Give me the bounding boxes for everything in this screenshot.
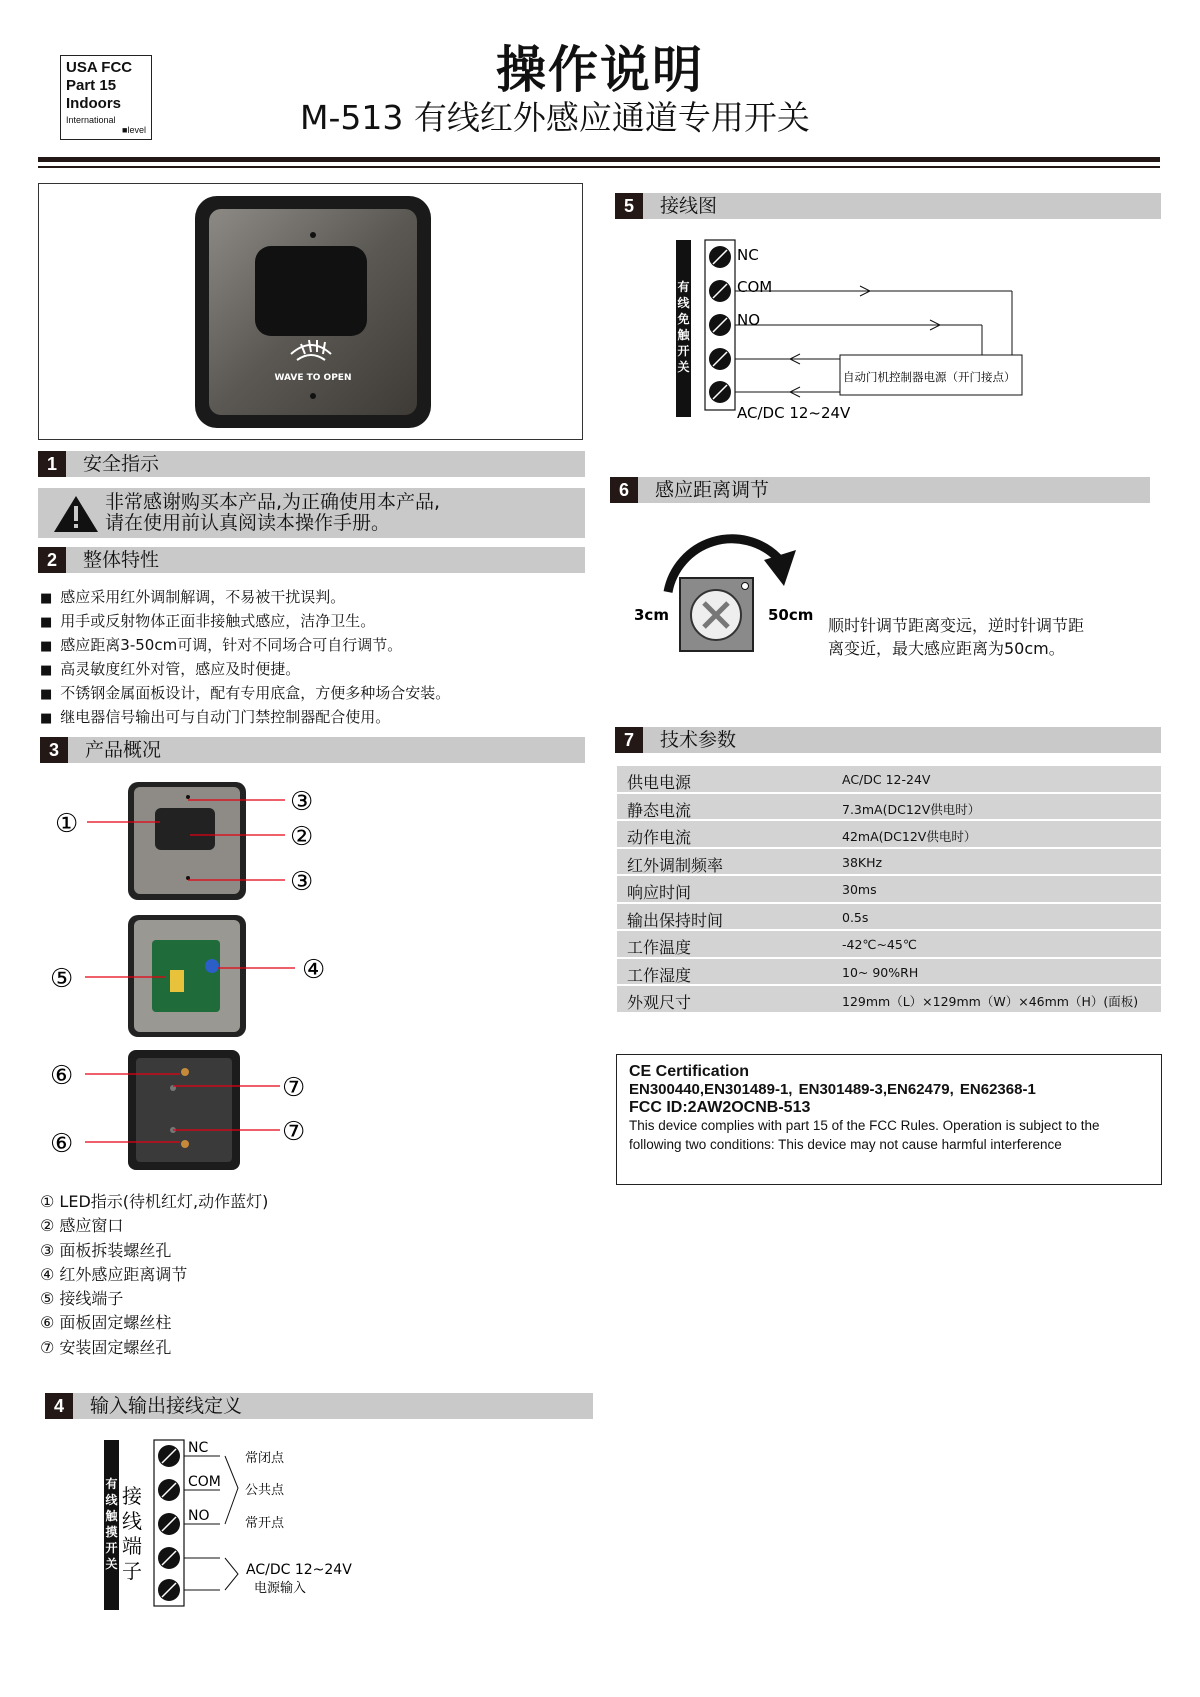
section-title: 产品概况 <box>85 739 162 761</box>
list-item: ■ 不锈钢金属面板设计，配有专用底盒，方便多种场合安装。 <box>40 682 450 706</box>
knob-dot <box>742 583 749 590</box>
list-item: ④ 红外感应距离调节 <box>40 1264 188 1284</box>
badge-line: level <box>127 125 146 135</box>
table-row <box>617 849 1161 877</box>
terminal-block <box>170 970 184 992</box>
distance-knob-diagram <box>628 520 828 655</box>
section-title: 技术参数 <box>660 729 737 751</box>
no-label: NO <box>737 311 761 329</box>
feature-list <box>40 586 450 730</box>
nc-label: NC <box>737 246 759 264</box>
badge-line: Part 15 <box>66 77 117 94</box>
list-item: ■ 用手或反射物体正面非接触式感应，洁净卫生。 <box>40 610 450 634</box>
terminal-screws <box>709 246 731 403</box>
spec-key: 外观尺寸 <box>627 993 692 1012</box>
normally-closed-label: 常闭点 <box>245 1451 285 1466</box>
min-distance-label: 3cm <box>634 606 669 624</box>
spec-key: 响应时间 <box>627 883 692 902</box>
section-number: 6 <box>610 477 638 503</box>
fcc-statement: This device complies with part 15 of the FCC Rules. Operation is subject to the following two conditions: This device may not cause harmful interference <box>629 1118 1100 1152</box>
callout-6: ⑥ <box>50 1129 74 1159</box>
callout-7: ⑦ <box>282 1073 306 1103</box>
callout-5: ⑤ <box>50 964 74 994</box>
list-item: ⑦ 安装固定螺丝孔 <box>40 1337 172 1357</box>
badge-line: Indoors <box>66 95 121 112</box>
spec-key: 动作电流 <box>627 828 692 847</box>
terminal-label-char: 端 <box>122 1534 142 1558</box>
terminal-label-char: 接 <box>122 1484 142 1508</box>
side-label-char: 有 <box>677 280 690 294</box>
spec-key: 静态电流 <box>627 800 692 820</box>
side-label-char: 线 <box>677 296 690 310</box>
screw-hole <box>186 795 190 799</box>
screw-post <box>181 1068 189 1076</box>
screw-hole <box>310 393 316 399</box>
section-title: 安全指示 <box>83 453 160 475</box>
spec-key: 工作温度 <box>627 938 692 957</box>
side-label-char: 关 <box>677 360 690 374</box>
list-item: ■ 继电器信号输出可与自动门门禁控制器配合使用。 <box>40 706 450 730</box>
section-number: 5 <box>615 193 643 219</box>
side-label-char: 触 <box>677 328 690 342</box>
section-title: 接线图 <box>660 195 718 217</box>
section-4-header <box>45 1393 593 1419</box>
nc-label: NC <box>188 1440 209 1456</box>
spec-value: AC/DC 12-24V <box>842 772 931 787</box>
product-photo <box>39 184 581 438</box>
side-label-char: 线 <box>105 1493 118 1507</box>
table-row <box>617 821 1161 849</box>
list-item: ■ 高灵敏度红外对管，感应及时便捷。 <box>40 658 450 682</box>
product-overview-diagram <box>40 770 360 1175</box>
badge-line: ■level <box>122 125 146 135</box>
callout-1: ① <box>55 809 79 839</box>
section-5-header <box>615 193 1161 219</box>
divider <box>38 166 1160 168</box>
description-line: 离变近，最大感应距离为50cm。 <box>828 639 1065 658</box>
product-photo-box <box>38 183 583 440</box>
section-2-header <box>38 547 585 573</box>
wiring-diagram <box>670 235 1040 425</box>
callout-4: ④ <box>302 955 326 985</box>
section-number: 1 <box>38 451 66 477</box>
terminal-screws <box>158 1445 180 1601</box>
callout-3: ③ <box>290 787 314 817</box>
com-label: COM <box>188 1474 221 1490</box>
distance-description <box>828 614 1084 660</box>
table-row <box>617 766 1161 794</box>
list-item: ⑤ 接线端子 <box>40 1289 124 1309</box>
table-row <box>617 904 1161 932</box>
max-distance-label: 50cm <box>768 606 814 624</box>
section-title: 输入输出接线定义 <box>90 1395 243 1417</box>
page-title: 操作说明 <box>496 41 704 99</box>
side-label-char: 开 <box>105 1541 118 1555</box>
spec-key: 输出保持时间 <box>627 910 724 930</box>
warning-text: 请在使用前认真阅读本操作手册。 <box>105 512 391 534</box>
list-item: ■ 感应距离3-50cm可调，针对不同场合可自行调节。 <box>40 634 450 658</box>
section-title: 感应距离调节 <box>655 479 770 501</box>
section-number: 3 <box>40 737 68 763</box>
list-item: ① LED指示(待机红灯,动作蓝灯) <box>40 1192 269 1211</box>
common-label: 公共点 <box>245 1483 285 1498</box>
screw-hole <box>310 232 316 238</box>
table-row <box>617 986 1161 1014</box>
side-label-char: 有 <box>105 1477 118 1491</box>
spec-value: -42℃~45℃ <box>842 937 917 952</box>
callout-2: ② <box>290 822 314 852</box>
section-number: 7 <box>615 727 643 753</box>
spec-key: 供电电源 <box>627 773 692 792</box>
spec-value: 42mA(DC12V供电时） <box>842 829 977 844</box>
io-definition-diagram <box>100 1436 380 1611</box>
section-number: 2 <box>38 547 66 573</box>
sensor-window <box>255 246 367 336</box>
spec-value: 38KHz <box>842 854 883 870</box>
power-label: AC/DC 12~24V <box>246 1562 352 1578</box>
side-label-char: 免 <box>677 312 690 326</box>
list-item: ③ 面板拆装螺丝孔 <box>40 1240 172 1260</box>
description-line: 顺时针调节距离变远，逆时针调节距 <box>828 616 1085 635</box>
callout-3: ③ <box>290 867 314 897</box>
list-item: ② 感应窗口 <box>40 1216 124 1236</box>
table-row <box>617 959 1161 987</box>
parts-legend <box>40 1190 268 1360</box>
side-label-char: 触 <box>105 1509 118 1523</box>
adjust-knob <box>205 959 219 973</box>
controller-label: 自动门机控制器电源（开门接点） <box>843 370 1016 384</box>
spec-key: 红外调制频率 <box>627 855 724 875</box>
spec-value: 10~ 90%RH <box>842 964 919 980</box>
wave-to-open-label: WAVE TO OPEN <box>274 373 352 383</box>
list-item: ■ 感应采用红外调制解调，不易被干扰误判。 <box>40 586 450 610</box>
spec-key: 工作湿度 <box>627 965 692 985</box>
no-label: NO <box>188 1508 210 1524</box>
callout-6: ⑥ <box>50 1061 74 1091</box>
divider <box>38 157 1160 162</box>
power-label: AC/DC 12~24V <box>737 404 851 422</box>
page-subtitle: M-513 有线红外感应通道专用开关 <box>300 98 810 137</box>
section-6-header <box>610 477 1150 503</box>
side-label-char: 开 <box>677 344 690 358</box>
side-label-char: 摸 <box>105 1525 118 1539</box>
spec-value: 129mm（L）×129mm（W）×46mm（H）(面板) <box>842 994 1139 1009</box>
section-7-header <box>615 727 1161 753</box>
power-input-label: 电源输入 <box>254 1581 307 1596</box>
com-label: COM <box>737 278 773 296</box>
section-number: 4 <box>45 1393 73 1419</box>
callout-7: ⑦ <box>282 1117 306 1147</box>
terminal-label-char: 子 <box>122 1559 142 1583</box>
section-3-header <box>40 737 585 763</box>
warning-icon <box>52 492 100 536</box>
table-row <box>617 931 1161 959</box>
safety-warning <box>38 488 585 538</box>
spec-value: 30ms <box>842 882 877 897</box>
ce-standards: EN300440,EN301489-1, EN301489-3,EN62479, EN62368-1 <box>629 1081 1036 1098</box>
side-label-char: 关 <box>105 1557 118 1571</box>
normally-open-label: 常开点 <box>245 1516 285 1531</box>
sensor-window <box>155 808 215 850</box>
section-1-header <box>38 451 585 477</box>
screw-post <box>181 1140 189 1148</box>
circuit-board <box>152 940 220 1012</box>
table-row <box>617 794 1161 822</box>
list-item: ⑥ 面板固定螺丝柱 <box>40 1313 172 1333</box>
spec-value: 0.5s <box>842 909 869 925</box>
badge-line: USA FCC <box>66 59 133 76</box>
spec-value: 7.3mA(DC12V供电时） <box>842 801 981 817</box>
certification-box <box>616 1054 1162 1185</box>
section-title: 整体特性 <box>83 549 160 571</box>
terminal-label-char: 线 <box>122 1509 142 1533</box>
tech-spec-table <box>617 766 1161 1014</box>
table-row <box>617 876 1161 904</box>
ce-heading: CE Certification <box>629 1063 750 1080</box>
fcc-id: FCC ID:2AW2OCNB-513 <box>629 1099 811 1116</box>
warning-text: 非常感谢购买本产品,为正确使用本产品, <box>105 491 441 513</box>
badge-line: International <box>66 115 116 125</box>
